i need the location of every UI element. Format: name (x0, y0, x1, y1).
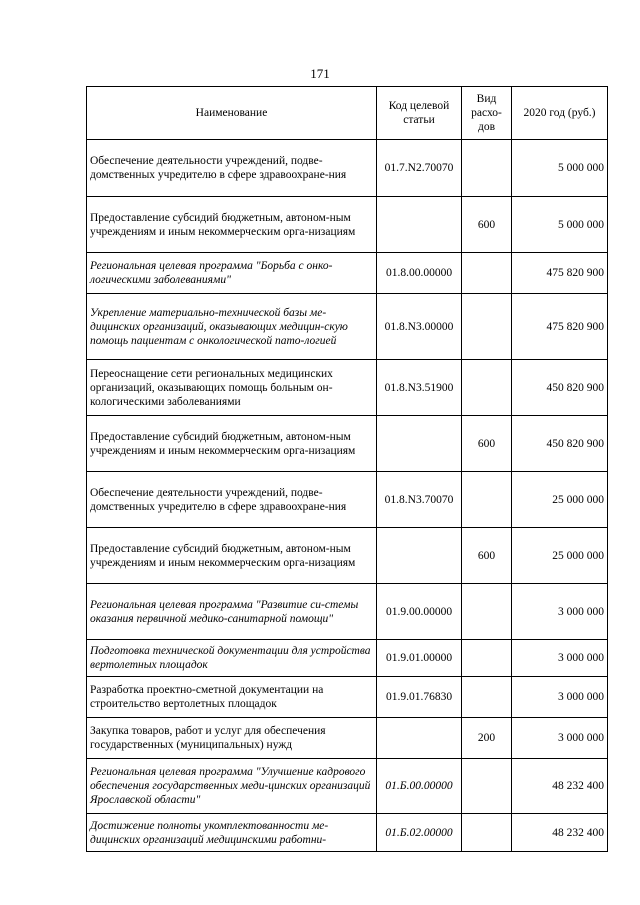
header-kind: Вид расхо-дов (462, 87, 512, 140)
table-row (87, 584, 608, 640)
row-amount: 3 000 000 (512, 584, 608, 640)
row-name: Разработка проектно-сметной документации на строительство вертолетных площадок (87, 677, 377, 718)
row-amount: 5 000 000 (512, 140, 608, 197)
row-kind: 600 (462, 528, 512, 584)
row-kind (462, 294, 512, 360)
budget-table (86, 86, 608, 852)
row-code: 01.Б.02.00000 (377, 814, 462, 852)
table-header-row (87, 87, 608, 140)
row-code (377, 528, 462, 584)
table-row (87, 197, 608, 253)
row-name: Предоставление субсидий бюджетным, автоном-ным учреждениям и иным некоммерческим орга-низациям (87, 416, 377, 472)
row-name: Предоставление субсидий бюджетным, автоном-ным учреждениям и иным некоммерческим орга-низациям (87, 528, 377, 584)
row-kind (462, 677, 512, 718)
row-kind (462, 640, 512, 677)
page-number: 171 (310, 66, 330, 81)
row-kind (462, 253, 512, 294)
table-row (87, 640, 608, 677)
table-row (87, 472, 608, 528)
header-year: 2020 год (руб.) (512, 87, 608, 140)
row-name: Переоснащение сети региональных медицинских организаций, оказывающих помощь больным он-кологическими заболеваниями (87, 360, 377, 416)
row-kind (462, 140, 512, 197)
table-row (87, 360, 608, 416)
header-code: Код целевой статьи (377, 87, 462, 140)
row-code (377, 718, 462, 759)
row-name: Подготовка технической документации для устройства вертолетных площадок (87, 640, 377, 677)
row-kind (462, 584, 512, 640)
row-amount: 48 232 400 (512, 759, 608, 814)
row-code: 01.Б.00.00000 (377, 759, 462, 814)
table-row (87, 528, 608, 584)
row-name: Обеспечение деятельности учреждений, подве-домственных учредителю в сфере здравоохране-ния (87, 140, 377, 197)
row-name: Обеспечение деятельности учреждений, подве-домственных учредителю в сфере здравоохране-ния (87, 472, 377, 528)
row-code: 01.8.N3.51900 (377, 360, 462, 416)
row-amount: 5 000 000 (512, 197, 608, 253)
row-code: 01.9.00.00000 (377, 584, 462, 640)
table-row (87, 416, 608, 472)
table-row (87, 253, 608, 294)
row-amount: 450 820 900 (512, 416, 608, 472)
row-code: 01.9.01.76830 (377, 677, 462, 718)
row-name: Предоставление субсидий бюджетным, автоном-ным учреждениям и иным некоммерческим орга-низациям (87, 197, 377, 253)
row-name: Укрепление материально-технической базы ме-дицинских организаций, оказывающих медицин-скую помощь пациентам с онкологической пато-логией (87, 294, 377, 360)
row-kind (462, 759, 512, 814)
row-amount: 450 820 900 (512, 360, 608, 416)
row-code: 01.7.N2.70070 (377, 140, 462, 197)
row-kind: 200 (462, 718, 512, 759)
row-code: 01.8.N3.70070 (377, 472, 462, 528)
row-name: Достижение полноты укомплектованности ме-дицинских организаций медицинскими работни- (87, 814, 377, 852)
row-name: Закупка товаров, работ и услуг для обеспечения государственных (муниципальных) нужд (87, 718, 377, 759)
row-kind: 600 (462, 416, 512, 472)
row-amount: 475 820 900 (512, 253, 608, 294)
table-row (87, 814, 608, 852)
row-code: 01.8.N3.00000 (377, 294, 462, 360)
row-amount: 3 000 000 (512, 640, 608, 677)
row-amount: 475 820 900 (512, 294, 608, 360)
row-kind: 600 (462, 197, 512, 253)
header-name: Наименование (87, 87, 377, 140)
row-name: Региональная целевая программа "Улучшение кадрового обеспечения государственных меди-цинских организаций Ярославской области" (87, 759, 377, 814)
row-name: Региональная целевая программа "Развитие си-стемы оказания первичной медико-санитарной помощи" (87, 584, 377, 640)
row-kind (462, 814, 512, 852)
table-row (87, 294, 608, 360)
row-kind (462, 472, 512, 528)
row-code (377, 416, 462, 472)
row-code: 01.9.01.00000 (377, 640, 462, 677)
row-amount: 25 000 000 (512, 472, 608, 528)
row-amount: 3 000 000 (512, 718, 608, 759)
row-code (377, 197, 462, 253)
row-amount: 25 000 000 (512, 528, 608, 584)
row-amount: 48 232 400 (512, 814, 608, 852)
table-row (87, 140, 608, 197)
table-row (87, 759, 608, 814)
row-name: Региональная целевая программа "Борьба с онко-логическими заболеваниями" (87, 253, 377, 294)
row-kind (462, 360, 512, 416)
row-code: 01.8.00.00000 (377, 253, 462, 294)
table-row (87, 677, 608, 718)
row-amount: 3 000 000 (512, 677, 608, 718)
table-row (87, 718, 608, 759)
